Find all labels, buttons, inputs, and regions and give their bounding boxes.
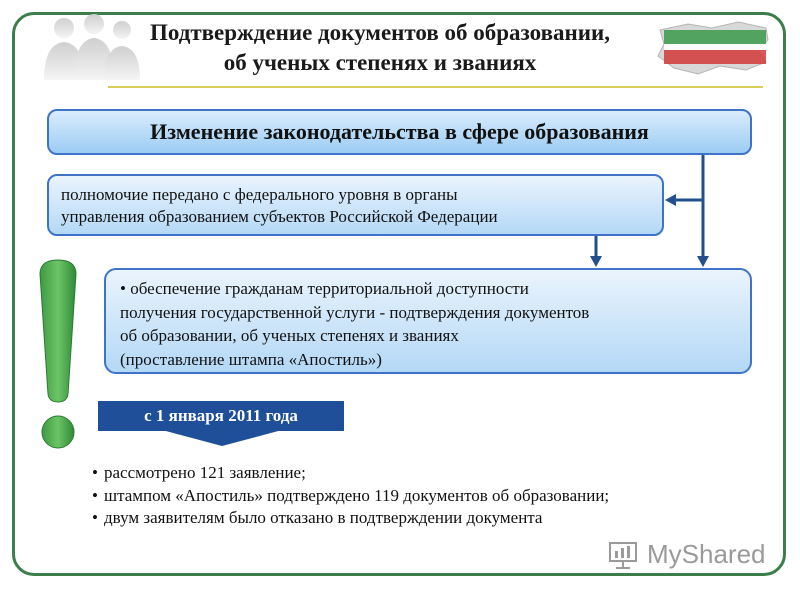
legislation-change-label: Изменение законодательства в сфере образования (150, 119, 649, 144)
title-line-1: Подтверждение документов об образовании, (149, 20, 611, 45)
list-item (92, 462, 772, 485)
list-item-text: штампом «Апостиль» подтверждено 119 документов об образовании; (104, 485, 610, 505)
bullet-icon: • (92, 463, 98, 482)
list-item (92, 507, 772, 530)
access-provision-box (104, 268, 752, 374)
list-item (92, 485, 772, 508)
access-provision-line-3: об образовании, об ученых степенях и званиях (120, 326, 459, 345)
exclamation-mark-icon (34, 256, 82, 452)
access-provision-line-4: (проставление штампа «Апостиль») (120, 349, 382, 369)
date-banner (98, 401, 344, 431)
authority-transfer-line-2: управления образованием субъектов Российской Федерации (61, 207, 498, 226)
access-provision-line-1: • обеспечение гражданам территориальной доступности (120, 279, 529, 298)
results-list (92, 462, 772, 530)
date-down-arrow-icon (162, 430, 282, 446)
watermark-text: MyShared (647, 539, 766, 569)
access-provision-line-2: получения государственной услуги - подтверждения документов (120, 302, 590, 322)
date-label: с 1 января 2011 года (144, 406, 298, 425)
list-item-text: рассмотрено 121 заявление; (104, 463, 306, 482)
authority-transfer-box (47, 174, 664, 236)
bullet-icon: • (92, 508, 98, 527)
page-title (100, 18, 660, 78)
title-divider (108, 86, 763, 88)
tatarstan-flag-map-icon (654, 20, 772, 76)
bullet-icon: • (92, 485, 98, 505)
authority-transfer-line-1: полномочие передано с федерального уровня в органы (61, 185, 458, 204)
title-line-2: об ученых степенях и званиях (223, 50, 537, 75)
legislation-change-box (47, 109, 752, 155)
list-item-text: двум заявителям было отказано в подтверждении документа (104, 508, 543, 527)
